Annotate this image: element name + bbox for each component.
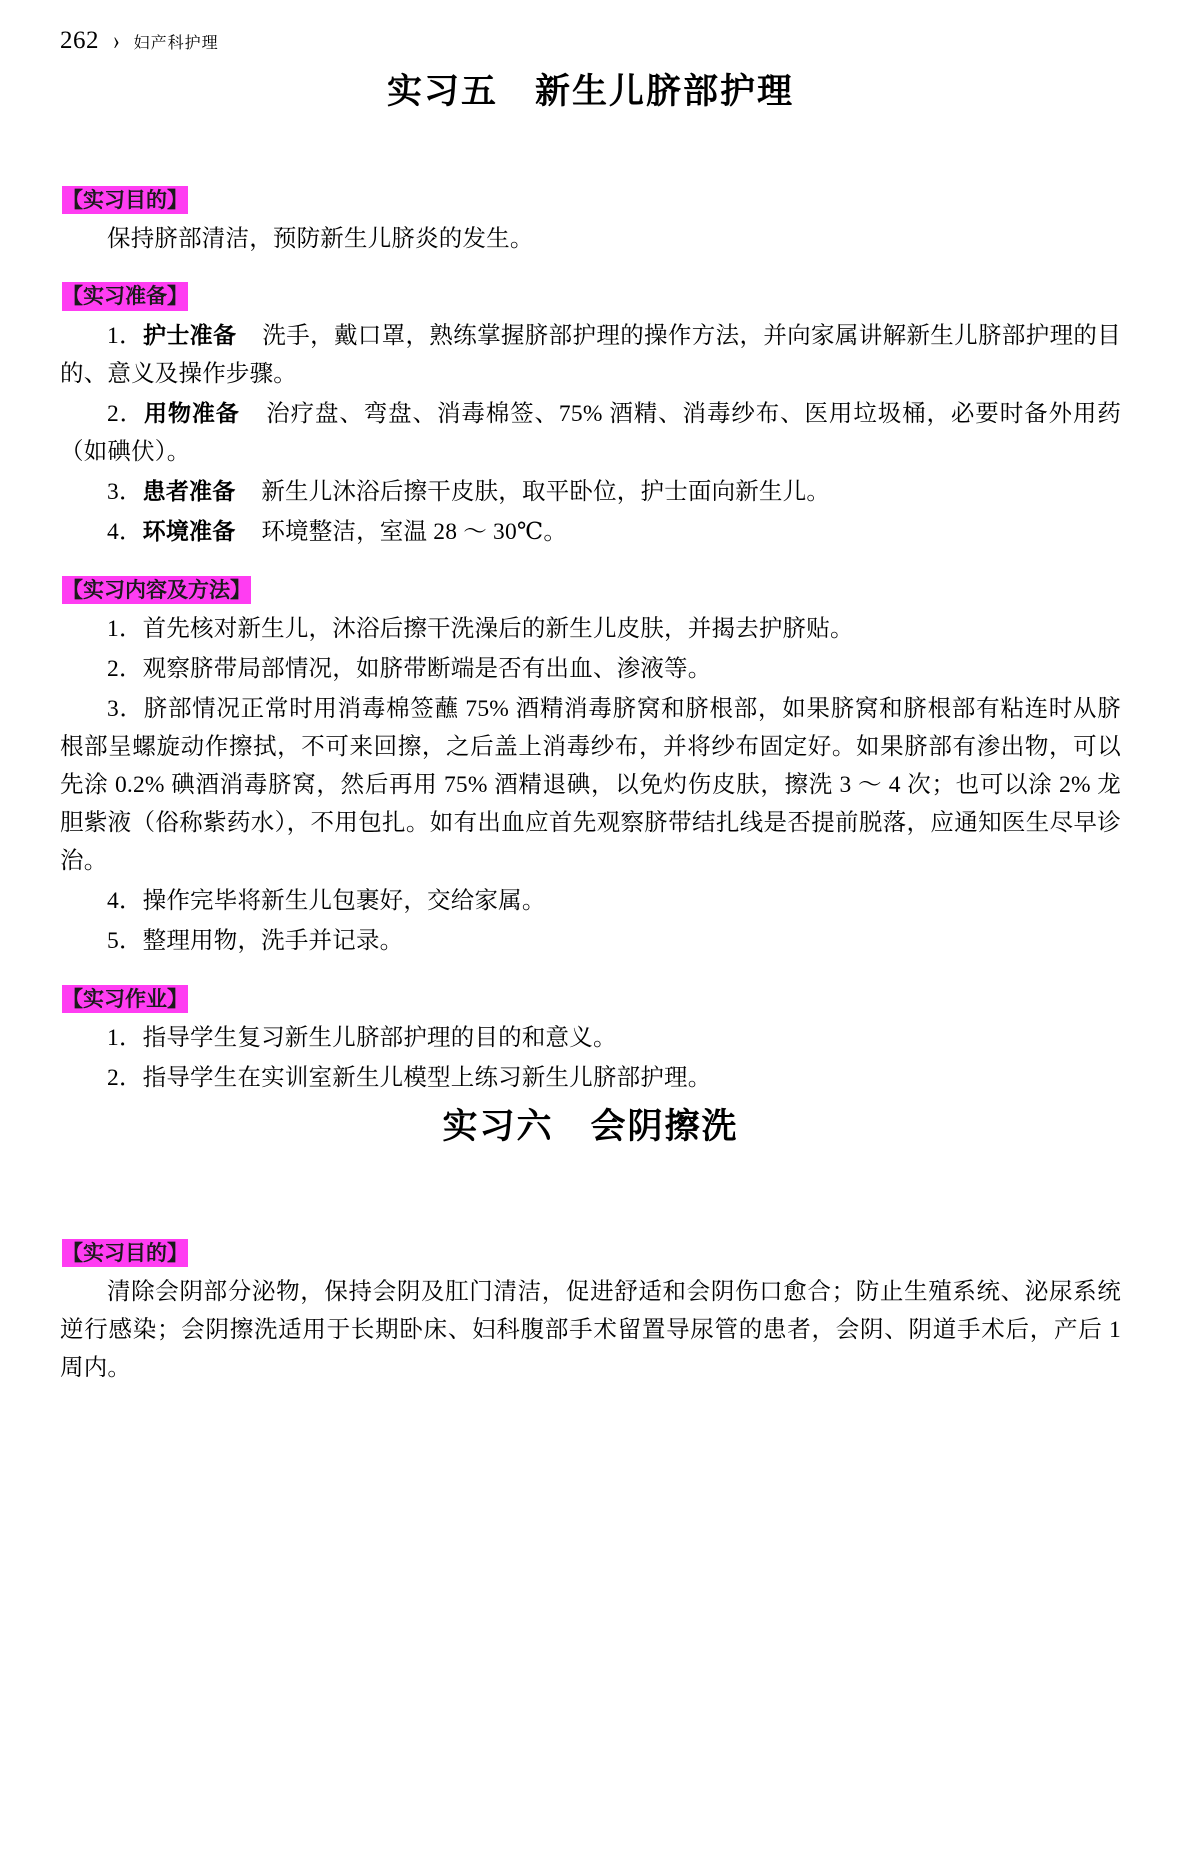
chevron-right-icon: › bbox=[113, 26, 120, 56]
section-title-1: 实习五 新生儿脐部护理 bbox=[386, 72, 794, 112]
paragraph-purpose-1: 保持脐部清洁，预防新生儿脐炎的发生。 bbox=[107, 226, 534, 253]
list-item bbox=[60, 922, 1121, 960]
item-text: 指导学生在实训室新生儿模型上练习新生儿脐部护理。 bbox=[142, 1064, 712, 1091]
item-text: 首先核对新生儿，沐浴后擦干洗澡后的新生儿皮肤，并揭去护脐贴。 bbox=[142, 615, 854, 642]
block-label-homework bbox=[60, 985, 1121, 1013]
item-number: 1． bbox=[107, 615, 143, 642]
page-number: 262 bbox=[60, 27, 99, 54]
label-text: 【实习目的】 bbox=[62, 1239, 188, 1267]
item-text: 新生儿沐浴后擦干皮肤，取平卧位，护士面向新生儿。 bbox=[261, 479, 831, 506]
list-item bbox=[60, 317, 1121, 393]
item-bold: 患者准备 bbox=[142, 479, 236, 506]
paragraph-purpose-2: 清除会阴部分泌物，保持会阴及肛门清洁，促进舒适和会阴伤口愈合；防止生殖系统、泌尿系统逆行感染；会阴擦洗适用于长期卧床、妇科腹部手术留置导尿管的患者，会阴、阴道手术后，产后 1 周内。 bbox=[60, 1279, 1121, 1382]
block-label-preparation bbox=[60, 282, 1121, 310]
item-number: 3． bbox=[107, 696, 144, 723]
item-text: 指导学生复习新生儿脐部护理的目的和意义。 bbox=[142, 1024, 617, 1051]
section-title-2: 实习六 会阴擦洗 bbox=[442, 1106, 739, 1147]
block-label-purpose-2 bbox=[60, 1239, 1121, 1267]
list-item bbox=[60, 650, 1121, 688]
item-bold: 环境准备 bbox=[142, 519, 236, 546]
label-text: 【实习内容及方法】 bbox=[62, 576, 251, 604]
label-text: 【实习作业】 bbox=[62, 985, 188, 1013]
item-text: 观察脐带局部情况，如脐带断端是否有出血、渗液等。 bbox=[142, 656, 712, 682]
list-item bbox=[60, 882, 1121, 920]
item-text: 操作完毕将新生儿包裹好，交给家属。 bbox=[142, 888, 546, 915]
item-number: 5． bbox=[107, 928, 143, 955]
running-title: 妇产科护理 bbox=[133, 32, 219, 52]
item-text: 环境整洁，室温 28 ～ 30℃。 bbox=[261, 519, 568, 546]
item-number: 1． bbox=[107, 1024, 143, 1051]
list-item bbox=[60, 473, 1121, 511]
label-text: 【实习目的】 bbox=[62, 186, 188, 214]
list-item bbox=[60, 1019, 1121, 1057]
running-header bbox=[60, 0, 1121, 64]
item-text: 整理用物，洗手并记录。 bbox=[142, 928, 404, 955]
block-label-purpose-1 bbox=[60, 186, 1121, 214]
item-number: 2． bbox=[107, 656, 143, 682]
list-item bbox=[60, 610, 1121, 648]
item-number: 3． bbox=[107, 479, 143, 506]
item-text: 脐部情况正常时用消毒棉签蘸 75% 酒精消毒脐窝和脐根部，如果脐窝和脐根部有粘连时从脐根部呈螺旋动作擦拭，不可来回擦，之后盖上消毒纱布，并将纱布固定好。如果脐部有渗出物，可以先涂 0.2% 碘酒消毒脐窝，然后再用 75% 酒精退碘，以免灼伤皮肤，擦洗 3 ～ 4 次；也可以涂 2% 龙胆紫液（俗称紫药水），不用包扎。如有出血应首先观察脐带结扎线是否提前脱落，应通知医生尽早诊治。 bbox=[60, 696, 1121, 875]
item-bold: 护士准备 bbox=[142, 322, 237, 349]
label-text: 【实习准备】 bbox=[62, 282, 188, 310]
item-number: 4． bbox=[107, 519, 143, 546]
list-item bbox=[60, 513, 1121, 551]
list-item bbox=[60, 1059, 1121, 1097]
item-number: 2． bbox=[107, 1064, 143, 1091]
item-text: 治疗盘、弯盘、消毒棉签、75% 酒精、消毒纱布、医用垃圾桶，必要时备外用药（如碘伏）。 bbox=[60, 400, 1121, 466]
block-label-content-method bbox=[60, 576, 1121, 604]
list-item bbox=[60, 395, 1121, 471]
item-number: 2． bbox=[107, 400, 145, 427]
item-bold: 用物准备 bbox=[144, 400, 240, 427]
item-text: 洗手，戴口罩，熟练掌握脐部护理的操作方法，并向家属讲解新生儿脐部护理的目的、意义及操作步骤。 bbox=[60, 322, 1121, 387]
list-item bbox=[60, 690, 1121, 880]
item-number: 1． bbox=[107, 322, 143, 349]
item-number: 4． bbox=[107, 888, 143, 915]
